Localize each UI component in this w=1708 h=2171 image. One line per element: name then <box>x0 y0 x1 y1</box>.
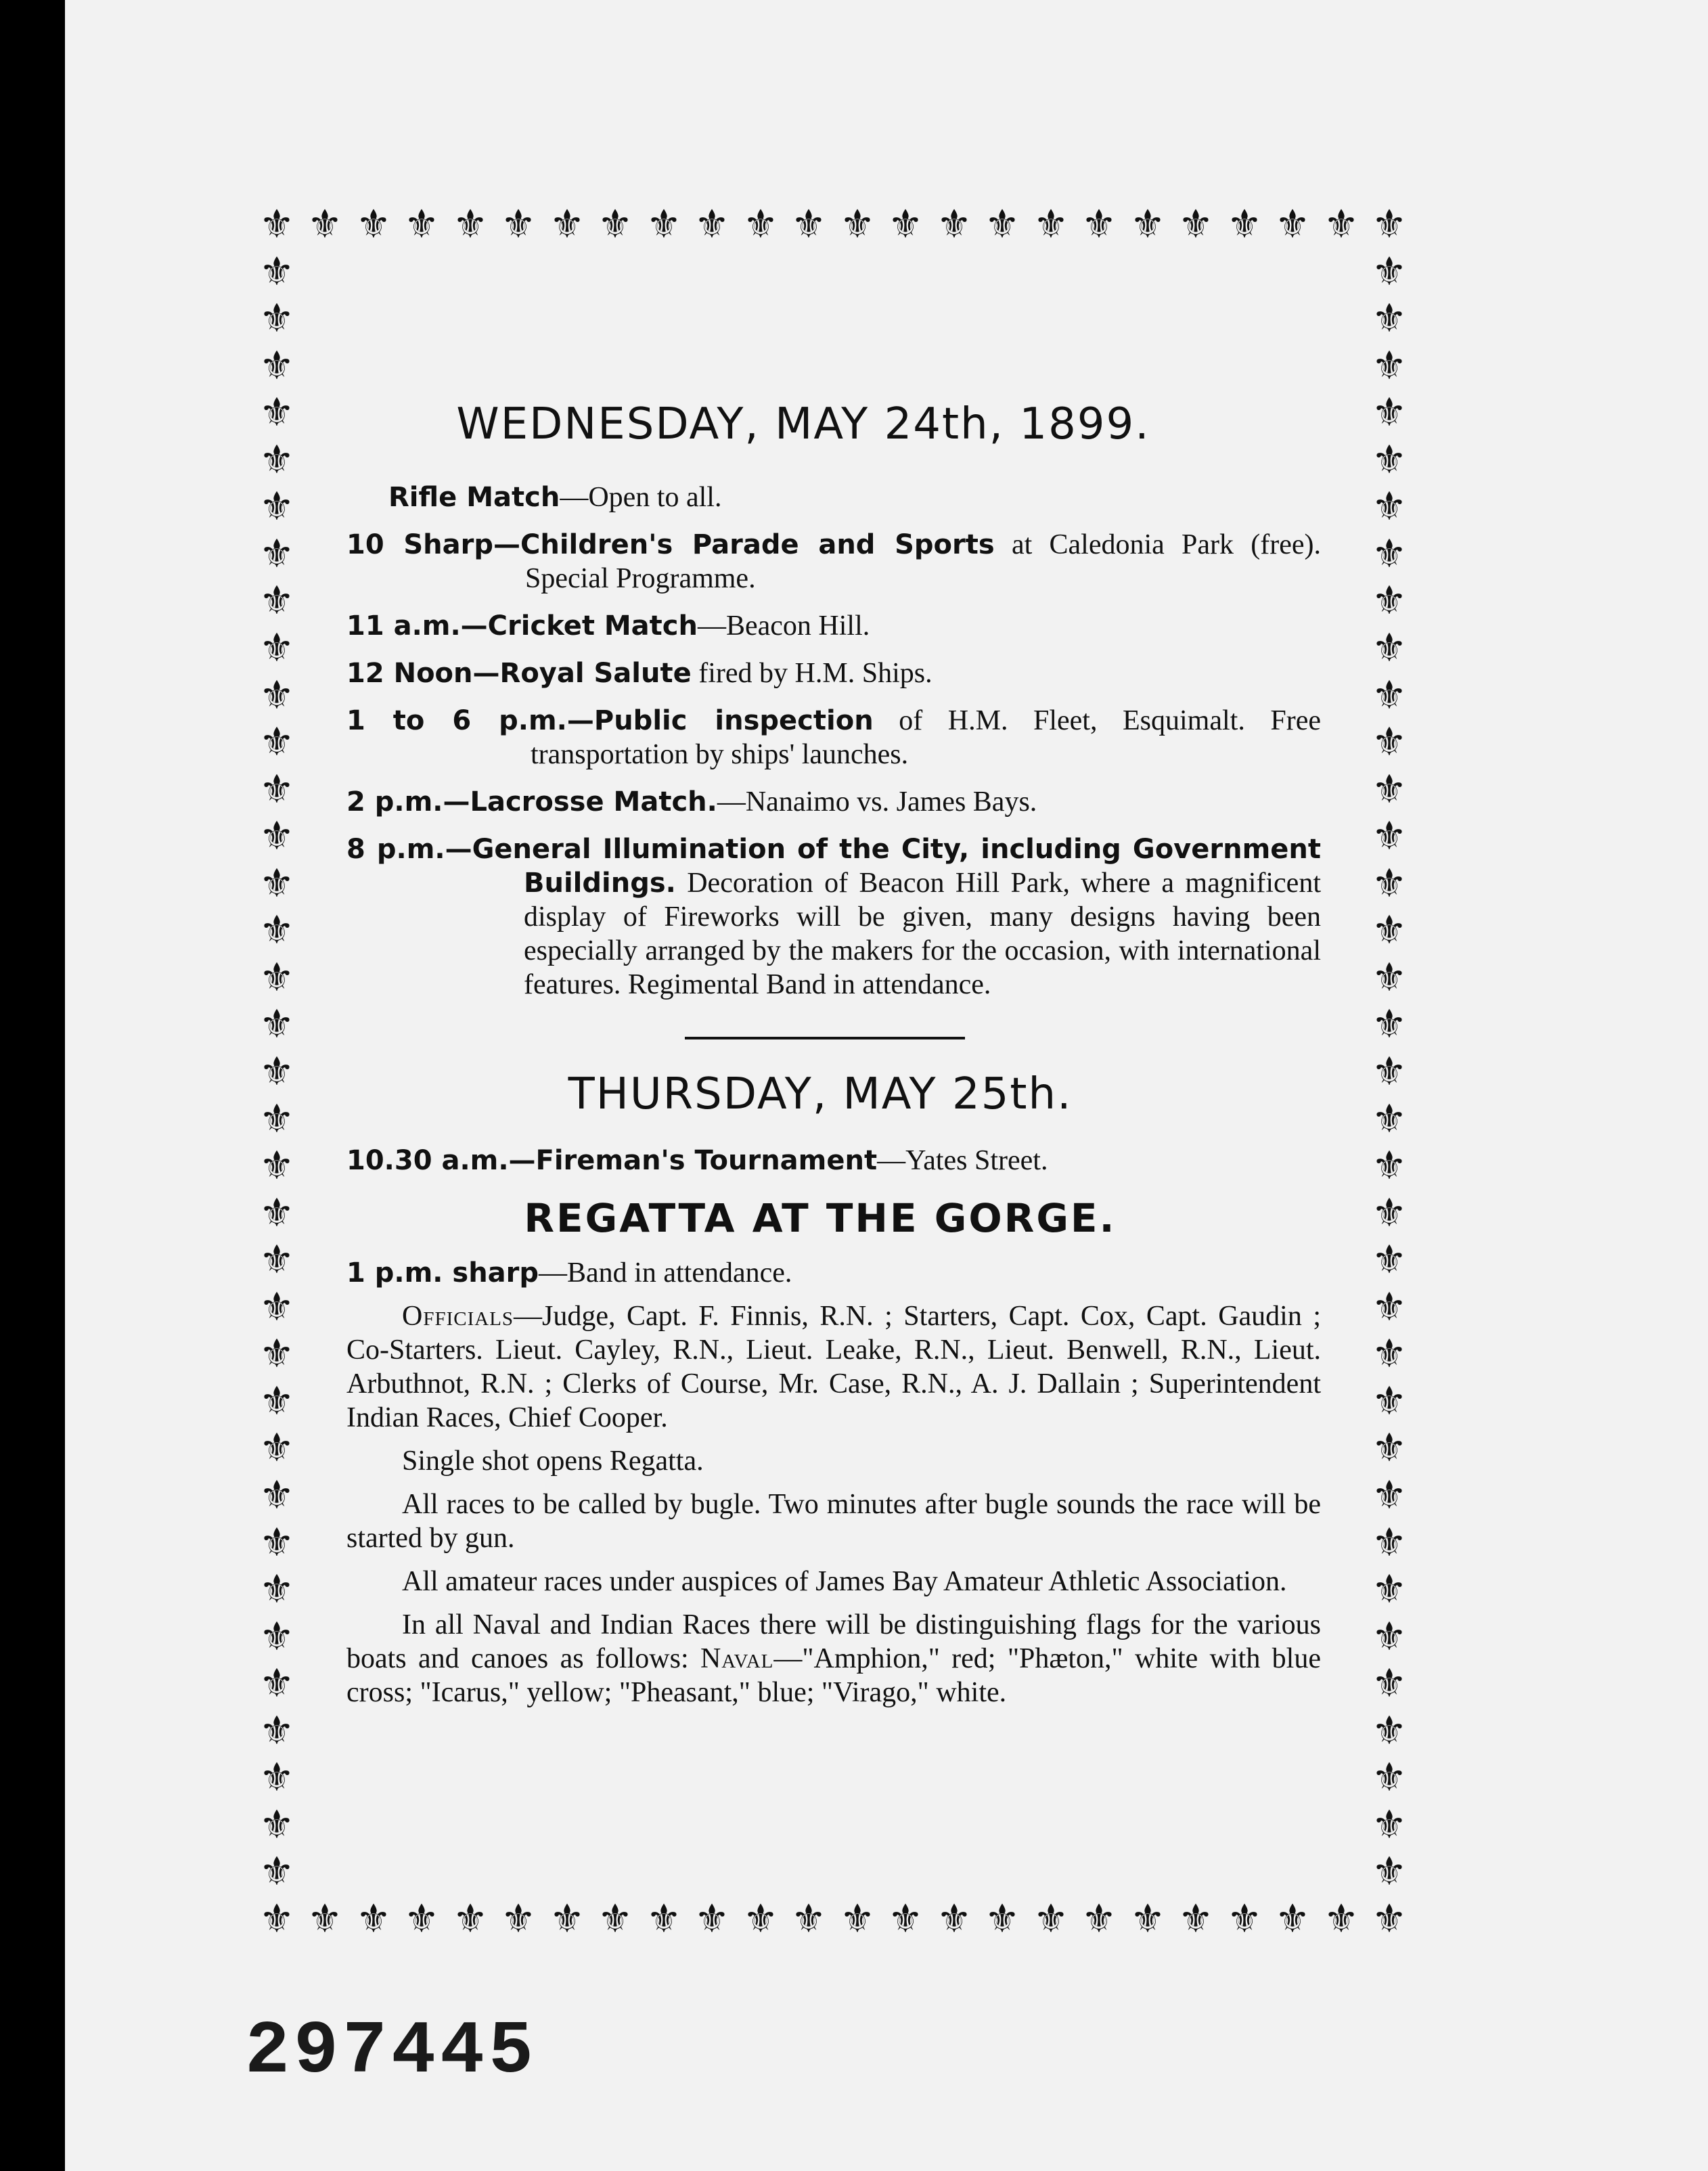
catalog-number: 297445 <box>245 2010 538 2095</box>
event-text: —Beacon Hill. <box>697 610 870 642</box>
fleur-de-lis-icon: ⚜ <box>1372 295 1407 341</box>
single-shot-paragraph: Single shot opens Regatta. <box>402 1446 704 1477</box>
event-text: Decoration of Beacon Hill Park, where a magnificent display of Fireworks will be given, many designs having been especially arranged by the makers for the occasion, with international features. Regimental Band in attendance. <box>524 868 1321 1000</box>
fleur-de-lis-icon: ⚜ <box>1372 1048 1407 1094</box>
fleur-de-lis-icon: ⚜ <box>259 1660 294 1706</box>
fleur-de-lis-icon: ⚜ <box>1372 1754 1407 1800</box>
fleur-de-lis-icon: ⚜ <box>1372 672 1407 718</box>
fleur-de-lis-icon: ⚜ <box>840 1896 875 1942</box>
fleur-de-lis-icon: ⚜ <box>1372 1190 1407 1236</box>
fleur-de-lis-icon: ⚜ <box>985 201 1020 247</box>
event-public-inspection <box>346 704 1321 771</box>
fleur-de-lis-icon: ⚜ <box>1081 1896 1117 1942</box>
fleur-de-lis-icon: ⚜ <box>259 1378 294 1424</box>
fleur-de-lis-icon: ⚜ <box>791 1896 826 1942</box>
fleur-de-lis-icon: ⚜ <box>1130 201 1165 247</box>
fleur-de-lis-icon: ⚜ <box>1372 954 1407 1000</box>
fleur-de-lis-icon: ⚜ <box>259 389 294 435</box>
fleur-de-lis-icon: ⚜ <box>259 201 294 247</box>
fleur-de-lis-icon: ⚜ <box>1372 201 1407 247</box>
fleur-de-lis-icon: ⚜ <box>259 954 294 1000</box>
bugle-paragraph: All races to be called by bugle. Two minutes after bugle sounds the race will be started by gun. <box>346 1489 1321 1554</box>
fleur-de-lis-icon: ⚜ <box>1372 907 1407 953</box>
fleur-de-lis-icon: ⚜ <box>259 1519 294 1565</box>
fleur-de-lis-icon: ⚜ <box>1372 813 1407 859</box>
fleur-de-lis-icon: ⚜ <box>259 1848 294 1894</box>
wednesday-heading: WEDNESDAY, MAY 24th, 1899. <box>456 399 1150 449</box>
event-text: —Open to all. <box>560 482 722 513</box>
fleur-de-lis-icon: ⚜ <box>1372 1330 1407 1377</box>
event-childrens-parade <box>346 528 1321 596</box>
event-title: Rifle Match <box>388 482 560 513</box>
fleur-de-lis-icon: ⚜ <box>1178 201 1213 247</box>
fleur-de-lis-icon: ⚜ <box>259 1425 294 1471</box>
event-time: 1 to 6 p.m. <box>346 705 567 736</box>
program-content <box>346 399 1321 1709</box>
event-band-attendance <box>346 1256 1321 1290</box>
fleur-de-lis-icon: ⚜ <box>259 1330 294 1377</box>
event-general-illumination <box>346 832 1321 1002</box>
officials-label: Officials <box>402 1301 514 1332</box>
fleur-de-lis-icon: ⚜ <box>1372 1660 1407 1706</box>
event-title: —Fireman's Tournament <box>508 1145 878 1176</box>
fleur-de-lis-icon: ⚜ <box>259 625 294 671</box>
fleur-de-lis-icon: ⚜ <box>259 907 294 953</box>
fleur-de-lis-icon: ⚜ <box>840 201 875 247</box>
fleur-de-lis-icon: ⚜ <box>404 201 439 247</box>
officials-text: —Judge, Capt. F. Finnis, R.N. ; Starters, Capt. Cox, Capt. Gaudin ; Co-Starters. Lieut. Cayley, R.N., Lieut. Leake, R.N., Lieut. Benwell, R.N., Lieut. Arbuthnot, R.N. ; Clerks of Course, Mr. Case, R.N., A. J. Dallain ; Superintendent Indian Races, Chief Cooper. <box>346 1301 1321 1433</box>
fleur-de-lis-icon: ⚜ <box>259 719 294 765</box>
fleur-de-lis-icon: ⚜ <box>259 813 294 859</box>
fleur-de-lis-icon: ⚜ <box>1372 577 1407 623</box>
fleur-de-lis-icon: ⚜ <box>307 1896 342 1942</box>
fleur-de-lis-icon: ⚜ <box>1372 437 1407 483</box>
fleur-de-lis-icon: ⚜ <box>259 483 294 529</box>
event-cricket-match <box>346 609 1321 643</box>
fleur-de-lis-icon: ⚜ <box>259 1472 294 1518</box>
event-title: —Children's Parade and Sports <box>493 529 995 560</box>
event-title: —Cricket Match <box>460 610 698 642</box>
fleur-de-lis-icon: ⚜ <box>259 1236 294 1282</box>
fleur-de-lis-icon: ⚜ <box>598 1896 633 1942</box>
fleur-de-lis-icon: ⚜ <box>937 1896 972 1942</box>
thursday-heading: THURSDAY, MAY 25th. <box>568 1069 1073 1119</box>
fleur-de-lis-icon: ⚜ <box>356 201 391 247</box>
flags-paragraph <box>346 1608 1321 1709</box>
fleur-de-lis-icon: ⚜ <box>259 1096 294 1142</box>
event-time: 8 p.m. <box>346 834 445 865</box>
flags-text: In all Naval and Indian Races there will be distinguishing flags for the various boats and canoes as follows: <box>346 1609 1321 1674</box>
fleur-de-lis-icon: ⚜ <box>259 1896 294 1942</box>
event-time: 12 Noon <box>346 658 473 689</box>
fleur-de-lis-icon: ⚜ <box>453 201 488 247</box>
fleur-de-lis-icon: ⚜ <box>1372 389 1407 435</box>
fleur-de-lis-icon: ⚜ <box>501 201 536 247</box>
fleur-de-lis-icon: ⚜ <box>694 201 729 247</box>
fleur-de-lis-icon: ⚜ <box>1178 1896 1213 1942</box>
fleur-de-lis-icon: ⚜ <box>1275 1896 1310 1942</box>
regatta-heading: REGATTA AT THE GORGE. <box>524 1195 1117 1241</box>
fleur-de-lis-icon: ⚜ <box>791 201 826 247</box>
fleur-de-lis-icon: ⚜ <box>549 201 585 247</box>
event-title: —Royal Salute <box>472 658 692 689</box>
fleur-de-lis-icon: ⚜ <box>1372 1001 1407 1047</box>
fleur-de-lis-icon: ⚜ <box>356 1896 391 1942</box>
event-title: —Public inspection <box>566 705 874 736</box>
officials-paragraph <box>346 1299 1321 1435</box>
fleur-de-lis-icon: ⚜ <box>1372 766 1407 812</box>
fleur-de-lis-icon: ⚜ <box>259 437 294 483</box>
naval-label: Naval <box>700 1643 774 1674</box>
fleur-de-lis-icon: ⚜ <box>259 1707 294 1753</box>
event-time: 2 p.m. <box>346 786 443 818</box>
fleur-de-lis-icon: ⚜ <box>259 1190 294 1236</box>
fleur-de-lis-icon: ⚜ <box>259 1142 294 1188</box>
fleur-de-lis-icon: ⚜ <box>1372 483 1407 529</box>
event-text: —Yates Street. <box>877 1145 1048 1176</box>
fleur-de-lis-icon: ⚜ <box>1372 248 1407 294</box>
fleur-de-lis-icon: ⚜ <box>259 1613 294 1659</box>
fleur-de-lis-icon: ⚜ <box>1372 1284 1407 1330</box>
event-text: —Band in attendance. <box>539 1257 792 1289</box>
fleur-de-lis-icon: ⚜ <box>1372 1096 1407 1142</box>
fleur-de-lis-icon: ⚜ <box>259 342 294 388</box>
fleur-de-lis-icon: ⚜ <box>1372 1896 1407 1942</box>
event-text: of H.M. Fleet, Esquimalt. Free transportation by ships' launches. <box>531 705 1322 770</box>
event-fireman-tournament <box>346 1144 1321 1178</box>
event-rifle-match <box>346 480 1321 514</box>
fleur-de-lis-icon: ⚜ <box>646 1896 681 1942</box>
fleur-de-lis-icon: ⚜ <box>1372 342 1407 388</box>
fleur-de-lis-icon: ⚜ <box>743 1896 778 1942</box>
event-title: —General Illumination of the City, including Government Buildings. <box>445 834 1321 899</box>
fleur-de-lis-icon: ⚜ <box>1324 1896 1359 1942</box>
fleur-de-lis-icon: ⚜ <box>1372 1801 1407 1848</box>
fleur-de-lis-icon: ⚜ <box>259 1048 294 1094</box>
fleur-de-lis-icon: ⚜ <box>453 1896 488 1942</box>
fleur-de-lis-icon: ⚜ <box>1372 860 1407 906</box>
fleur-de-lis-icon: ⚜ <box>259 1754 294 1800</box>
fleur-de-lis-icon: ⚜ <box>1033 1896 1069 1942</box>
fleur-de-lis-icon: ⚜ <box>1130 1896 1165 1942</box>
fleur-de-lis-icon: ⚜ <box>1372 1707 1407 1753</box>
fleur-de-lis-icon: ⚜ <box>1372 719 1407 765</box>
fleur-de-lis-icon: ⚜ <box>1372 1236 1407 1282</box>
event-time: 1 p.m. sharp <box>346 1257 539 1289</box>
fleur-de-lis-icon: ⚜ <box>1372 1472 1407 1518</box>
fleur-de-lis-icon: ⚜ <box>694 1896 729 1942</box>
fleur-de-lis-icon: ⚜ <box>1372 1425 1407 1471</box>
fleur-de-lis-icon: ⚜ <box>646 201 681 247</box>
fleur-de-lis-icon: ⚜ <box>549 1896 585 1942</box>
fleur-de-lis-icon: ⚜ <box>1372 1613 1407 1659</box>
fleur-de-lis-icon: ⚜ <box>937 201 972 247</box>
event-title: —Lacrosse Match. <box>443 786 717 818</box>
fleur-de-lis-icon: ⚜ <box>259 860 294 906</box>
fleur-de-lis-icon: ⚜ <box>888 201 923 247</box>
fleur-de-lis-icon: ⚜ <box>888 1896 923 1942</box>
fleur-de-lis-icon: ⚜ <box>1372 1566 1407 1612</box>
fleur-de-lis-icon: ⚜ <box>404 1896 439 1942</box>
fleur-de-lis-icon: ⚜ <box>743 201 778 247</box>
fleur-de-lis-icon: ⚜ <box>1372 1142 1407 1188</box>
fleur-de-lis-icon: ⚜ <box>259 295 294 341</box>
amateur-paragraph: All amateur races under auspices of James Bay Amateur Athletic Association. <box>402 1566 1287 1597</box>
fleur-de-lis-icon: ⚜ <box>1372 625 1407 671</box>
fleur-de-lis-icon: ⚜ <box>501 1896 536 1942</box>
fleur-de-lis-icon: ⚜ <box>1372 1378 1407 1424</box>
fleur-de-lis-icon: ⚜ <box>259 1566 294 1612</box>
event-time: 10 Sharp <box>346 529 493 560</box>
event-royal-salute <box>346 656 1321 690</box>
event-time: 11 a.m. <box>346 610 461 642</box>
event-lacrosse-match <box>346 785 1321 819</box>
fleur-de-lis-icon: ⚜ <box>259 577 294 623</box>
fleur-de-lis-icon: ⚜ <box>259 672 294 718</box>
fleur-de-lis-icon: ⚜ <box>1372 531 1407 577</box>
fleur-de-lis-icon: ⚜ <box>259 248 294 294</box>
fleur-de-lis-icon: ⚜ <box>598 201 633 247</box>
fleur-de-lis-icon: ⚜ <box>1081 201 1117 247</box>
fleur-de-lis-icon: ⚜ <box>259 531 294 577</box>
fleur-de-lis-icon: ⚜ <box>985 1896 1020 1942</box>
event-time: 10.30 a.m. <box>346 1145 509 1176</box>
fleur-de-lis-icon: ⚜ <box>259 1001 294 1047</box>
fleur-de-lis-icon: ⚜ <box>1227 1896 1262 1942</box>
fleur-de-lis-icon: ⚜ <box>259 1801 294 1848</box>
fleur-de-lis-icon: ⚜ <box>307 201 342 247</box>
fleur-de-lis-icon: ⚜ <box>1227 201 1262 247</box>
fleur-de-lis-icon: ⚜ <box>259 766 294 812</box>
fleur-de-lis-icon: ⚜ <box>1275 201 1310 247</box>
fleur-de-lis-icon: ⚜ <box>1324 201 1359 247</box>
event-text: fired by H.M. Ships. <box>691 658 932 689</box>
flags-list: —"Amphion," red; "Phæton," white with blue cross; "Icarus," yellow; "Pheasant," blue; "Virago," white. <box>346 1643 1321 1708</box>
fleur-de-lis-icon: ⚜ <box>259 1284 294 1330</box>
fleur-de-lis-icon: ⚜ <box>1372 1848 1407 1894</box>
event-text: —Nanaimo vs. James Bays. <box>717 786 1037 818</box>
fleur-de-lis-icon: ⚜ <box>1372 1519 1407 1565</box>
event-text: at Caledonia Park (free). Special Programme. <box>525 529 1321 594</box>
fleur-de-lis-icon: ⚜ <box>1033 201 1069 247</box>
